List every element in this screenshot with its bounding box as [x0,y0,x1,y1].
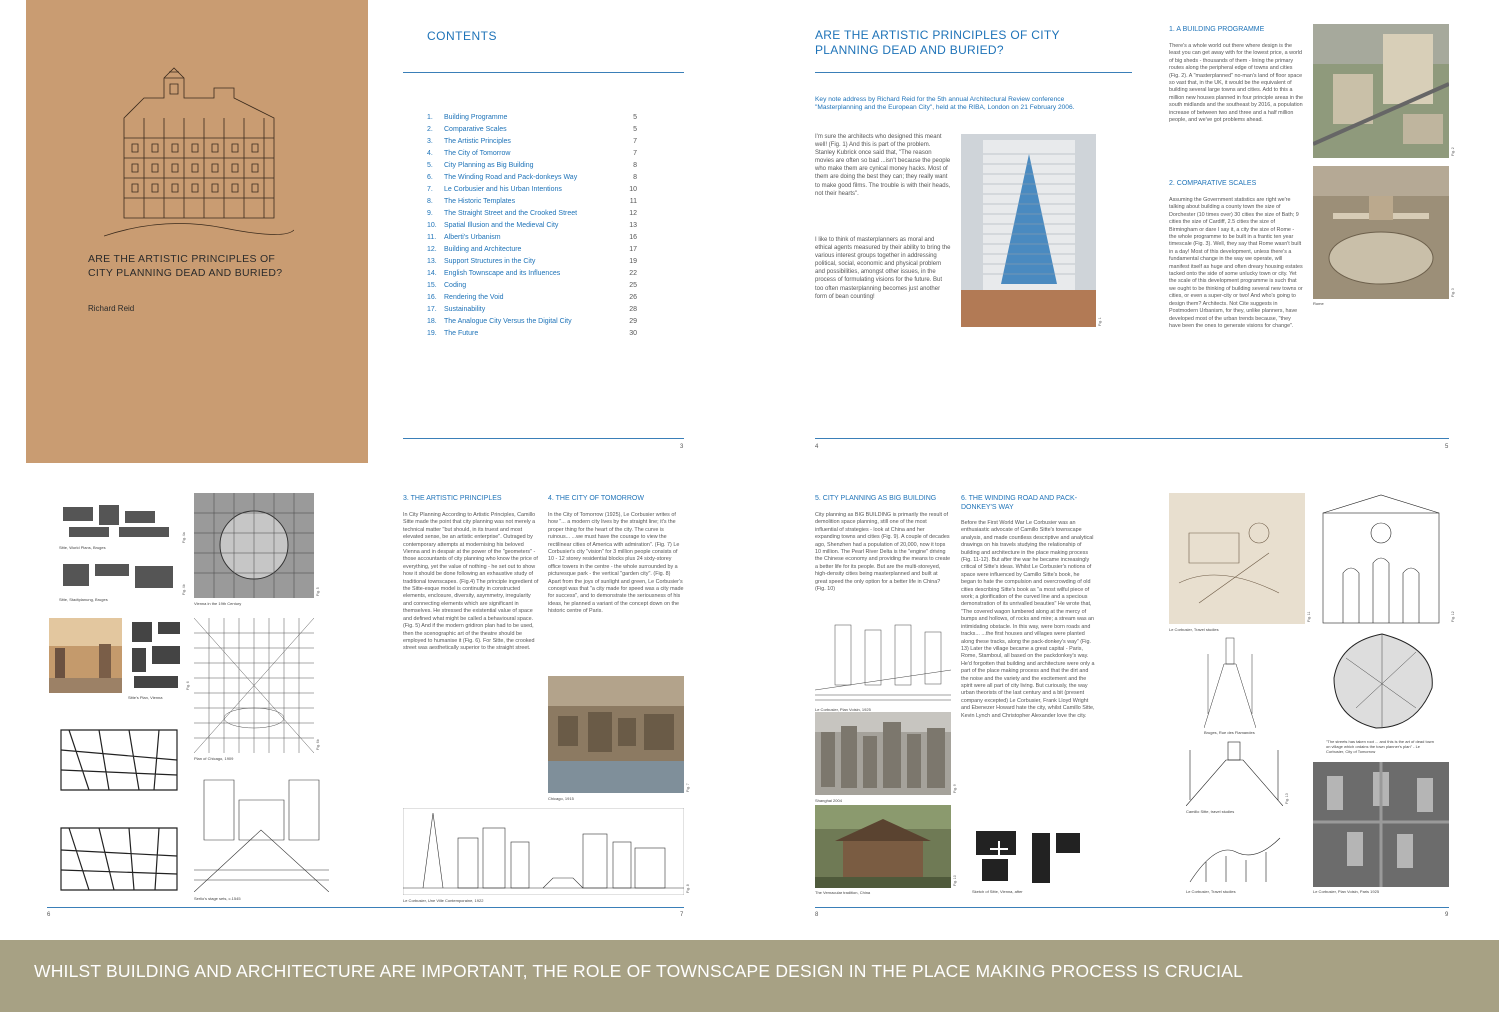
rome-aerial-photo [1313,166,1449,299]
toc-entry-label: The Artistic Principles [444,138,511,145]
page-number-left: 4 [815,444,819,450]
toc-entry-page: 7 [633,138,637,145]
toc-entry-number: 9. [427,210,433,217]
toc-entry-number: 2. [427,126,433,133]
toc-entry[interactable] [427,160,637,172]
essay-bottom-rule [815,438,1449,439]
toc-entry[interactable] [427,124,637,136]
toc-entry-page: 8 [633,174,637,181]
section-4-heading: 4. THE CITY OF TOMORROW [548,495,644,502]
tower-block-photo [961,134,1096,327]
caption-corbusier-line: Le Corbusier, Une Ville Contemporaine, 1922 [403,898,484,903]
toc-entry-page: 30 [629,330,637,337]
chicago-aerial-photo [548,676,684,793]
toc-entry[interactable] [427,232,637,244]
fig-4b-label: Fig. 4b [182,584,186,595]
fig-11-label: Fig. 11 [1307,611,1311,622]
toc-entry[interactable] [427,196,637,208]
cover-title-line2: CITY PLANNING DEAD AND BURIED? [88,267,283,279]
street-scene-photo [49,618,122,693]
toc-entry-page: 16 [629,234,637,241]
caption-sketch-sitte: Sketch of Sitte, Vienna, after [972,889,1023,894]
toc-entry-label: Spatial Illusion and the Medieval City [444,222,559,229]
essay-body-2: I like to think of masterplanners as moral and ethical agents measured by their ability to bring the various interest groups together in addressing political, social, economic and physical problem and possibilities, amongst other issues, in the process of formulating visions for the future. But too often masterplanning becomes just another form of bean counting! [815,237,951,300]
section-5-body: City planning as BIG BUILDING is primarily the result of demolition space planning, still one of the most influential of strategies - look at China and her expanding towns and cities (Fig. 9). A couple of decades ago, Shenzhen had a population of 20,000, now it tops 10 million. The Pearl River Delta is the "engine" driving the Chinese economy and providing the means to create a better life for its people. But are the multi-storeyed, high-density cities being masterplanned and built at great speed the only option for a better life in China? (Fig. 10) [815,512,951,593]
toc-entry[interactable] [427,220,637,232]
toc-entry-number: 7. [427,186,433,193]
caption-corb-sketch: Le Corbusier, Travel studies [1169,627,1219,632]
caption-shanghai: Shanghai 2004 [815,798,842,803]
building-sketch-illustration [104,58,294,238]
toc-entry-page: 5 [633,114,637,121]
bottom-banner [0,940,1499,1012]
toc-entry-number: 13. [427,258,437,265]
bern-sketch [1186,740,1283,806]
toc-entry-label: Rendering the Void [444,294,504,301]
section-4-body: In the City of Tomorrow (1925), Le Corbusier writes of how "... a modern city lives by the straight line; it's the proper thing for the heart of the city. The curve is ruinous... ...we must have the courage to view the rectilinear cities of America with admiration". (Fig. 7) Le Corbusier's city "vision" for 3 million people consists of 10 - 12 storey residential blocks plus 24 sixty-storey office towers in the centre - the whole surrounded by a picturesque park - the vertical "garden city". (Fig. 8) Apart from the joys of sunlight and green, Le Corbusier's concept was that "a city made for speed was a city made for success", and to demonstrate the seriousness of his ideas, he planned a variant of the concept down on the historic centre of Paris. [548,512,684,615]
essay-top-rule [815,72,1132,73]
toc-entry-number: 3. [427,138,433,145]
spread-3-bottom-rule [47,907,684,908]
toc-entry-number: 5. [427,162,433,169]
fig-3-label: Fig. 3 [1451,288,1455,297]
section-1-heading: 1. A BUILDING PROGRAMME [1169,26,1265,33]
theatre-stage-drawing [194,770,329,892]
essay-body-1: I'm sure the architects who designed this meant well! (Fig. 1) And this is part of the problem. Stanley Kubrick once said that, "The reason movies are often so bad ...isn't because the people who make them are cynical money hacks. Most of them are doing the best they can; they really want to make good films. The trouble is with their heads, not their hearts". [815,134,951,197]
fig-6-label: Fig. 6 [186,681,190,690]
toc-entry-label: Building Programme [444,114,508,121]
shanghai-photo [815,712,951,795]
medieval-town-plan [1326,628,1439,735]
fig-13-label: Fig. 13 [1285,793,1289,804]
toc-entry[interactable] [427,148,637,160]
aerial-sheds-photo [1313,24,1449,158]
toc-entry[interactable] [427,280,637,292]
fig-5-label: Fig. 5 [316,587,320,596]
toc-entry-label: Building and Architecture [444,246,522,253]
toc-entry-page: 5 [633,126,637,133]
cover-author: Richard Reid [88,304,135,313]
fig-12-label: Fig. 12 [1451,611,1455,622]
toc-entry-page: 26 [629,294,637,301]
caption-vienna: Vienna in the 19th Century [194,601,242,606]
cover-title [88,252,348,280]
caption-chicago: Plan of Chicago, 1909 [194,756,234,761]
toc-entry[interactable] [427,292,637,304]
toc-entry-label: The Analogue City Versus the Digital City [444,318,572,325]
toc-entry-label: Support Structures in the City [444,258,536,265]
toc-entry-number: 16. [427,294,437,301]
toc-entry-label: The Straight Street and the Crooked Street [444,210,578,217]
cover-title-line1: ARE THE ARTISTIC PRINCIPLES OF [88,253,276,265]
page-number: 3 [680,444,684,450]
toc-entry-label: The City of Tomorrow [444,150,511,157]
caption-sitte-1: Sitte, World Plans, Bruges [59,545,106,550]
toc-entry-number: 12. [427,246,437,253]
section-1-body: There's a whole world out there where design is the least you can get away with for the lowest price, a world of big sheds - thousands of them - lining the primary routes along the peripheral edge of towns and cities (Fig. 2). A "masterplanned" no-man's land of floor space so vast that, in the UK, it would be the equivalent of building several large towns and cities. Add to this a million new houses planned in four principle areas in the south midlands and the southeast by 2016, a population increase of between two and three and a half million people, and we've got problems ahead. [1169,43,1303,124]
chicago-plan-drawing [194,618,314,753]
caption-corbu-plan: Le Corbusier, Plan Voisin, Paris 1925 [1313,889,1380,894]
toc-entry-label: Comparative Scales [444,126,507,133]
toc-entry-label: The Historic Templates [444,198,516,205]
fig-1-label: Fig. 1 [1098,317,1102,326]
toc-entry[interactable] [427,304,637,316]
caption-bruges: Bruges, Rue des Flamandes [1204,730,1255,735]
toc-entry-page: 11 [629,198,637,205]
fig-9-label: Fig. 9 [953,784,957,793]
toc-entry-label: Coding [444,282,467,289]
contents-heading: CONTENTS [427,29,497,43]
caption-sitte-stage: Serlio's stage sets, c.1545 [194,896,241,901]
caption-vernacular: The Vernacular tradition, China [815,890,871,895]
book-cover [26,0,368,463]
toc-entry-page: 29 [629,318,637,325]
sitte-plan-drawing-2 [59,560,179,594]
section-2-heading: 2. COMPARATIVE SCALES [1169,180,1257,187]
toc-entry-label: Alberti's Urbanism [444,234,501,241]
toc-entry-number: 14. [427,270,437,277]
bruges-street-sketch [1204,634,1256,728]
section-6-body: Before the First World War Le Corbusier was an enthusiastic advocate of Camillo Sitte's townscape analysis, and made countless descriptive and analytical drawings on his travels studying the relationship of building and architecture in the place making process (Fig. 11-12). But after the war he became increasingly critical of Sitte's ideas. Whilst Le Corbusier's notions of space were influenced by Camillo Sitte's book, he began to hate the compulsion and overcrowding of old cities describing Sitte's book as "a most wilful piece of work; a glorification of the curved line and a specious demonstration of its unrivalled beauties" He wrote that, "The covered wagon lumbered along at the mercy of bumps and hollows, of rocks and mire; a stream was an intimidating obstacle. In this way, were born roads and tracks... ...the first houses and villages were planted along these tracks, along the pack-donkey's way" (Fig. 13) Later the village became a great capital - Paris, Rome, Stamboul, all based on the packdonkey's way. He'd forgotten that building and architecture were only a part of the place making process and that the dirt and the noise and the variety and the excitement and the spirit were all part of city living. But curiously, the way urban theorists of the last century and a bit (present company excepted) Le Corbusier, Frank Lloyd Wright and Ebenezer Howard hate the city, whilst Camillo Sitte, Kevin Lynch and Christopher Alexander love the city. [961,520,1095,719]
toc-entry-page: 22 [629,270,637,277]
toc-entry[interactable] [427,328,637,340]
toc-entry[interactable] [427,316,637,328]
toc-entry-page: 25 [629,282,637,289]
cathedral-facade-drawing [1313,493,1449,624]
page-number-9: 9 [1445,912,1449,918]
toc-entry-number: 18. [427,318,437,325]
fig-8-label: Fig. 8 [686,884,690,893]
caption-corbu-paris: Le Corbusier, Plan Voisin, 1925 [815,707,871,712]
table-of-contents [427,112,637,340]
toc-entry-number: 8. [427,198,433,205]
banner-text: WHILST BUILDING AND ARCHITECTURE ARE IMPORTANT, THE ROLE OF TOWNSCAPE DESIGN IN THE PLACE MAKING PROCESS IS CRUCIAL [34,961,1244,981]
essay-intro: Key note address by Richard Reid for the 5th annual Architectural Review conference "Masterplanning and the European City", held at the RIBA, London on 21 February 2006. [815,96,1075,112]
section-3-heading: 3. THE ARTISTIC PRINCIPLES [403,495,502,502]
toc-entry-page: 19 [629,258,637,265]
sitte-plan-drawing-1 [59,503,179,541]
section-2-body: Assuming the Government statistics are right we're talking about building a county town the size of Dorchester (10 times over) 30 cities the size of Bath; 9 cities the size of Cardiff, 2.5 cities the size of Birmingham or dare I say it, a city the size of Rome - the whole programme to be built in a frantic ten year timescale (Fig. 3). Well, they say that Rome wasn't built in a day! Most of this development, unless there's a fundamental change in the way we operate, will manifest itself as huge and often dreary housing estates tacked onto the side of some unlucky town or city. Yet the scale of this development programme is such that we ought to be thinking of building several new towns or cities, or even a super-city or two! And who's going to design them? Architects. Not Cite suggests in Postmodern Urbanism, for they, unlike planners, have developed most of the urban trends because, "they have been the ones to generate visions for change". [1169,197,1303,329]
plan-voisin-photo [1313,762,1449,887]
toc-entry-label: The Winding Road and Pack-donkeys Way [444,174,578,181]
corbusier-travel-sketch [1186,822,1283,886]
figure-ground-plan [972,827,1084,887]
page-number-6: 6 [47,912,51,918]
corbusier-sketch [1169,493,1305,624]
caption-bern: Camillo Sitte, travel studies [1186,809,1235,814]
toc-entry[interactable] [427,268,637,280]
toc-entry-label: City Planning as Big Building [444,162,534,169]
toc-entry-page: 7 [633,150,637,157]
fig-6b-label: Fig. 6b [316,739,320,750]
toc-entry-number: 10. [427,222,437,229]
contents-top-rule [403,72,684,73]
contents-bottom-rule [403,438,684,439]
vernacular-photo [815,805,951,888]
page-number-7: 7 [680,912,684,918]
toc-entry-number: 17. [427,306,437,313]
toc-entry-page: 13 [629,222,637,229]
toc-entry[interactable] [427,256,637,268]
caption-chicago-2: Chicago, 1915 [548,796,574,801]
section-3-body: In City Planning According to Artistic Principles, Camillo Sitte made the point that city planning was not merely a technical matter "but should, in its truest and most elevated sense, be an artistic enterprise". Outraged by contemporary attempts at modernising his beloved Vienna and in despair at the power of the "geometers" - those accountants of city planning who know the price of everything, yet the value of nothing - he set out to show how it should be done following an exhaustive study of traditional townscapes. (Fig.4) The principle ingredient of the Sitte-esque model is continuity in constructed elements, enclosure, diversity, asymmetry, irregularity and connecting elements which are significant in themselves. He stressed the existential value of space and defined what might be called a behavioural space. (Fig. 5) And if the modern gridiron plan had to be used, then the scenographic art of the theatre should be employed to humanise it (Fig. 6). For Sitte, the crooked street was aesthetically superior to the straight street. [403,512,539,652]
sitte-vienna-plan [128,618,184,693]
toc-entry-page: 12 [629,210,637,217]
fig-4a-label: Fig. 4a [182,532,186,543]
essay-title: ARE THE ARTISTIC PRINCIPLES OF CITY PLANNING DEAD AND BURIED? [815,28,1060,57]
section-6-heading: 6. THE WINDING ROAD AND PACK-DONKEY'S WAY [961,495,1078,511]
toc-entry-label: English Townscape and its Influences [444,270,561,277]
toc-entry[interactable] [427,208,637,220]
toc-entry[interactable] [427,172,637,184]
toc-entry-page: 17 [629,246,637,253]
map-drawing-3 [59,720,179,796]
fig-2-label: Fig. 2 [1451,147,1455,156]
page-number-right: 5 [1445,444,1449,450]
caption-corbu-travel: Le Corbusier, Travel studies [1186,889,1236,894]
toc-entry-page: 28 [629,306,637,313]
map-drawing-4 [59,820,179,896]
toc-entry[interactable] [427,112,637,124]
vienna-map-engraving [194,493,314,598]
corbusier-city-drawing [403,808,684,895]
fig-10-label: Fig. 10 [953,875,957,886]
toc-entry-label: The Future [444,330,479,337]
toc-entry[interactable] [427,136,637,148]
toc-entry[interactable] [427,244,637,256]
toc-entry-page: 8 [633,162,637,169]
spread-4-bottom-rule [815,907,1449,908]
toc-entry-label: Sustainability [444,306,486,313]
toc-entry-number: 11. [427,234,437,241]
caption-quote: "The streets has taken root ... and this is the art of dead town on village which ordains the town planner's plan" - Le Corbusier, City of Tomorrow [1326,739,1434,754]
toc-entry-number: 19. [427,330,437,337]
caption-sitte-2: Sitte, Stadtplanung, Bruges [59,597,108,602]
toc-entry-number: 4. [427,150,433,157]
toc-entry-number: 6. [427,174,433,181]
toc-entry-label: Le Corbusier and his Urban Intentions [444,186,562,193]
fig-7-label: Fig. 7 [686,783,690,792]
rome-caption: Rome [1313,301,1324,306]
corbusier-paris-drawing [815,620,951,705]
toc-entry[interactable] [427,184,637,196]
section-5-heading: 5. CITY PLANNING AS BIG BUILDING [815,495,937,502]
toc-entry-number: 15. [427,282,437,289]
page-number-8: 8 [815,912,819,918]
toc-entry-number: 1. [427,114,433,121]
toc-entry-page: 10 [629,186,637,193]
caption-sitte-vienna: Sitte's Plan, Vienna [128,695,163,700]
